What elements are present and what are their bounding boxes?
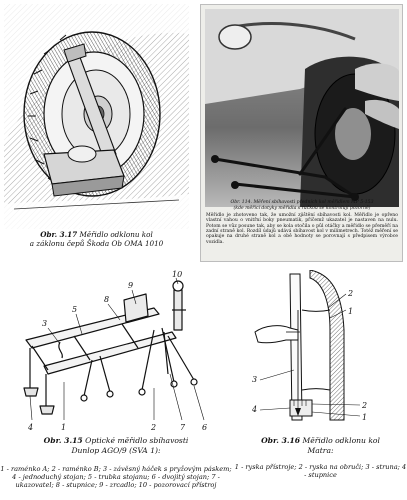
figure3-caption	[0, 436, 232, 455]
matra-gauge-drawing	[250, 270, 405, 435]
fig3-label-9: 9	[128, 281, 134, 290]
figure2-subheading: (kde měřicí dotyky měřidla s ručkou se kontrolují pozorně)	[233, 206, 371, 212]
fig3-label-10: 10	[172, 270, 183, 279]
figure3-legend: 1 - raménko A; 2 - raménko B; 3 - závěsný háček s pryžovým páskem; 4 - jednoduchý stojan; 5 - trubka stojanu; 6 - dvojitý stojan; 7 - ukazovatel; 8 - stupnice; 9 - zrcadlo; 10 - pozorovací přístroj	[0, 465, 232, 490]
figure2-heading: Obr. 114. Měření sbíhavosti předních kol měřidlem MP 5-153	[230, 200, 374, 205]
figure4-number: Obr. 3.16	[261, 436, 301, 445]
fig4-label-1: 1	[348, 307, 354, 316]
toe-measurement-photo	[205, 9, 399, 207]
figure4-caption-line2: Matra:	[307, 445, 334, 455]
figure2-body: Měřidlo je zhotoveno tak, že umožní zjištění sbíhavosti kol. Měřidlo je opřeno vlastní vahou o vnitřní boky pneumatik, přičemž ukazatel je nastaven na nulu. Potom se vůz posune tak, aby se kola otočila o půl otáčky a měřidlo se přeměří na zadní straně kol. Rozdíl údajů udává sbíhavost kol v milimetrech. Totéž měření se opakuje na druhé straně kol a obě hodnoty se porovnají s předpisem výrobce vozidla.	[206, 212, 398, 245]
fig4-label-4: 4	[252, 405, 258, 414]
figure3-number: Obr. 3.15	[43, 436, 83, 445]
figure4-caption	[234, 436, 407, 455]
figure2-caption	[206, 200, 398, 245]
figure1-caption-line1: Měřidlo odklonu kol	[79, 230, 153, 239]
figure1-caption	[4, 230, 189, 248]
wheel-gauge-drawing	[4, 4, 189, 229]
fig3-label-8: 8	[104, 295, 110, 304]
fig3-label-4: 4	[28, 423, 34, 432]
figure-matra-camber-gauge-diagram	[250, 270, 405, 435]
figure1-caption-line2: a záklonu čepů Škoda Ob OMA 1010	[29, 239, 164, 248]
figure3-caption-line1: Optické měřidlo sbíhavosti	[85, 436, 189, 445]
figure4-legend: 1 - ryska přístroje; 2 - ryska na obruči; 3 - struna; 4 - stupnice	[234, 463, 407, 480]
fig4-label-2: 2	[348, 289, 354, 298]
dunlop-gauge-drawing	[4, 270, 224, 435]
figure3-caption-line2: Dunlop AGO/9 (SVA 1):	[71, 445, 161, 455]
fig3-label-3: 3	[42, 319, 48, 328]
fig3-label-2: 2	[151, 423, 157, 432]
figure4-caption-line1: Měřidlo odklonu kol	[302, 436, 380, 445]
figure-dunlop-toe-gauge-diagram	[4, 270, 224, 435]
fig3-label-1: 1	[61, 423, 67, 432]
fig4-label-2b: 2	[362, 401, 368, 410]
fig3-label-7: 7	[180, 423, 186, 432]
figure-wheel-gauge-illustration	[4, 4, 189, 229]
fig3-label-5: 5	[72, 305, 78, 314]
fig4-label-1b: 1	[362, 413, 368, 422]
figure1-number: Obr. 3.17	[40, 230, 78, 239]
fig3-label-6: 6	[202, 423, 208, 432]
fig4-label-3: 3	[252, 375, 258, 384]
